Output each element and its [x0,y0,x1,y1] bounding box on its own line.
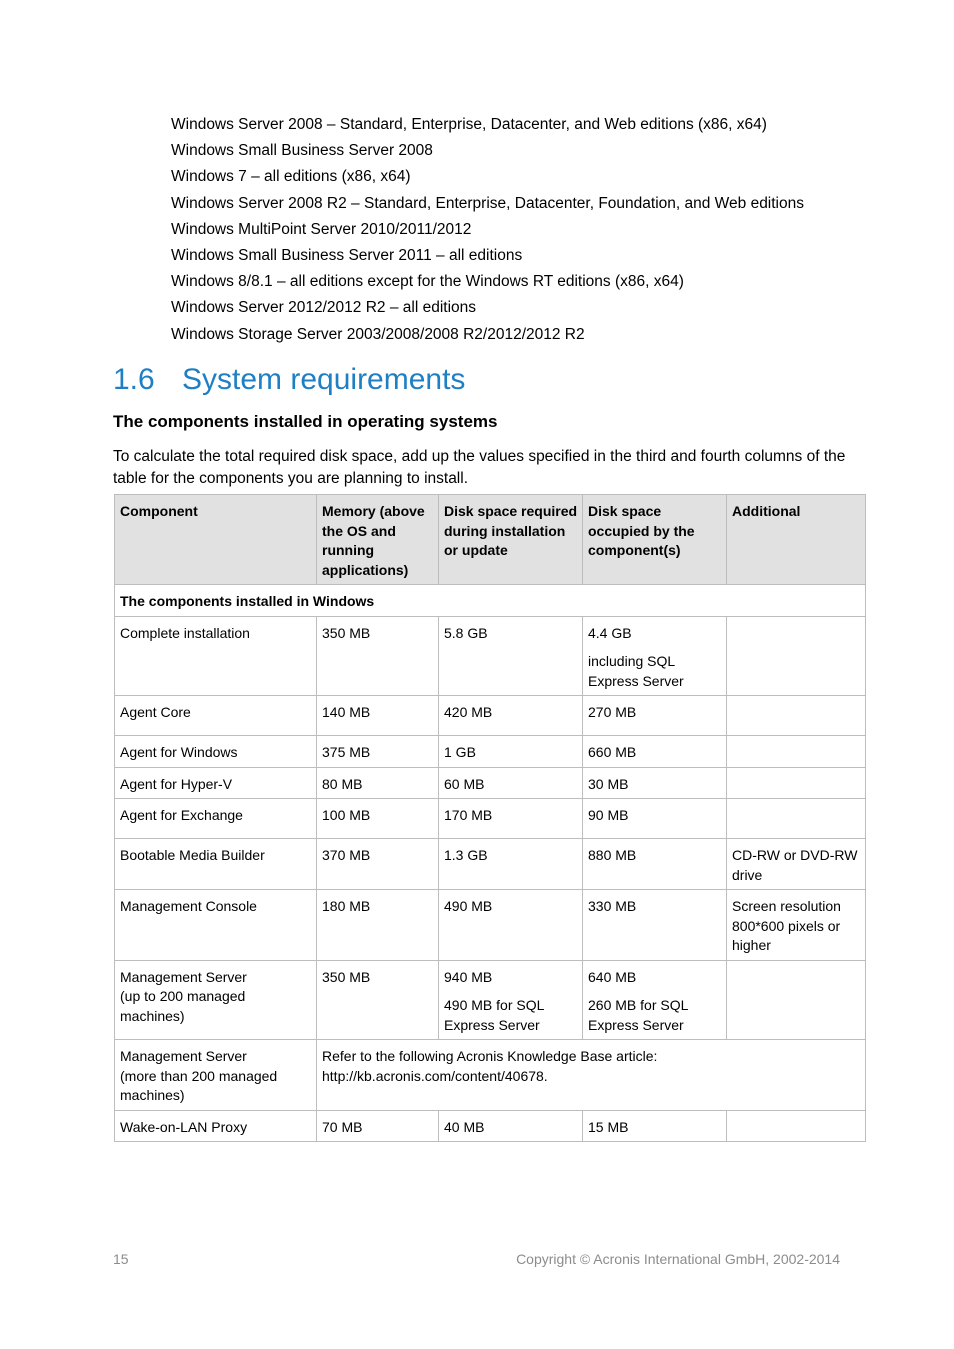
cell-component: Management Server (up to 200 managed machines) [115,960,317,1040]
cell-memory: 350 MB [317,616,439,696]
cell-additional [727,696,866,736]
cell-memory: 140 MB [317,696,439,736]
section-title: System requirements [182,363,466,396]
os-list-item: Windows Small Business Server 2008 [171,142,433,160]
table-row [115,696,866,736]
cell-disk-install [439,960,583,1040]
cell-disk-install: 420 MB [439,696,583,736]
table-row [115,616,866,696]
cell-disk-occupied: 270 MB [583,696,727,736]
group-label: The components installed in Windows [115,585,866,617]
table-row [115,839,866,890]
cell-additional [727,960,866,1040]
cell-component: Management Console [115,890,317,961]
cell-additional [727,1110,866,1142]
disk-occupied-note: 260 MB for SQL Express Server [588,997,688,1033]
cell-additional [727,799,866,839]
requirements-table [114,494,866,1142]
table-group-row [115,585,866,617]
sub-heading: The components installed in operating systems [113,412,498,431]
cell-disk-occupied [583,960,727,1040]
cell-disk-install: 1.3 GB [439,839,583,890]
cell-disk-install: 5.8 GB [439,616,583,696]
cell-additional [727,616,866,696]
cell-disk-occupied [583,616,727,696]
disk-install-note: 490 MB for SQL Express Server [444,997,544,1033]
cell-memory: 350 MB [317,960,439,1040]
table-row [115,736,866,768]
header-disk-install: Disk space required during installation or update [439,495,583,585]
cell-component: Agent for Exchange [115,799,317,839]
table-row [115,1040,866,1111]
cell-component: Complete installation [115,616,317,696]
os-list-item: Windows Server 2008 R2 – Standard, Enterprise, Datacenter, Foundation, and Web editions [171,194,804,212]
cell-disk-occupied: 15 MB [583,1110,727,1142]
cell-disk-occupied: 330 MB [583,890,727,961]
table-row [115,767,866,799]
page-number: 15 [113,1251,129,1267]
copyright: Copyright © Acronis International GmbH, 2002-2014 [516,1251,840,1267]
cell-disk-install: 1 GB [439,736,583,768]
table-header-row [115,495,866,585]
cell-disk-occupied: 660 MB [583,736,727,768]
disk-occupied-value: 640 MB [588,968,637,985]
table-row [115,890,866,961]
cell-memory: 80 MB [317,767,439,799]
cell-disk-install: 490 MB [439,890,583,961]
disk-install-value: 940 MB [444,968,493,985]
cell-component: Management Server (more than 200 managed machines) [115,1040,317,1111]
cell-disk-occupied: 90 MB [583,799,727,839]
cell-additional: CD-RW or DVD-RW drive [727,839,866,890]
table-row [115,960,866,1040]
cell-disk-install: 60 MB [439,767,583,799]
os-list-item: Windows Server 2012/2012 R2 – all editions [171,299,477,317]
table-row [115,1110,866,1142]
cell-additional [727,767,866,799]
cell-disk-install: 40 MB [439,1110,583,1142]
cell-kb-reference: Refer to the following Acronis Knowledge Base article: http://kb.acronis.com/content/40678. [317,1040,866,1111]
cell-component: Agent for Hyper-V [115,767,317,799]
cell-additional [727,736,866,768]
cell-disk-install: 170 MB [439,799,583,839]
cell-disk-occupied: 30 MB [583,767,727,799]
cell-memory: 70 MB [317,1110,439,1142]
cell-component: Wake-on-LAN Proxy [115,1110,317,1142]
cell-component: Agent for Windows [115,736,317,768]
header-component: Component [115,495,317,585]
cell-component: Agent Core [115,696,317,736]
os-list [171,112,804,348]
cell-component: Bootable Media Builder [115,839,317,890]
cell-memory: 100 MB [317,799,439,839]
disk-occupied-note: including SQL Express Server [588,653,684,689]
header-disk-occupied: Disk space occupied by the component(s) [583,495,727,585]
section-number: 1.6 [113,363,155,396]
cell-additional: Screen resolution 800*600 pixels or higher [727,890,866,961]
os-list-item: Windows Storage Server 2003/2008/2008 R2/2012/2012 R2 [171,325,585,343]
os-list-item: Windows Server 2008 – Standard, Enterprise, Datacenter, and Web editions (x86, x64) [171,116,767,133]
os-list-item: Windows 7 – all editions (x86, x64) [171,168,411,186]
section-heading [113,363,465,397]
disk-occupied-value: 4.4 GB [588,624,632,641]
header-additional: Additional [727,495,866,585]
cell-memory: 370 MB [317,839,439,890]
cell-memory: 180 MB [317,890,439,961]
cell-disk-occupied: 880 MB [583,839,727,890]
header-memory: Memory (above the OS and running applications) [317,495,439,585]
os-list-item: Windows 8/8.1 – all editions except for the Windows RT editions (x86, x64) [171,273,684,291]
cell-memory: 375 MB [317,736,439,768]
os-list-item: Windows MultiPoint Server 2010/2011/2012 [171,220,472,238]
os-list-item: Windows Small Business Server 2011 – all editions [171,246,523,264]
table-row [115,799,866,839]
intro-paragraph: To calculate the total required disk space, add up the values specified in the third and fourth columns of the table for the components you are planning to install. [113,448,846,487]
